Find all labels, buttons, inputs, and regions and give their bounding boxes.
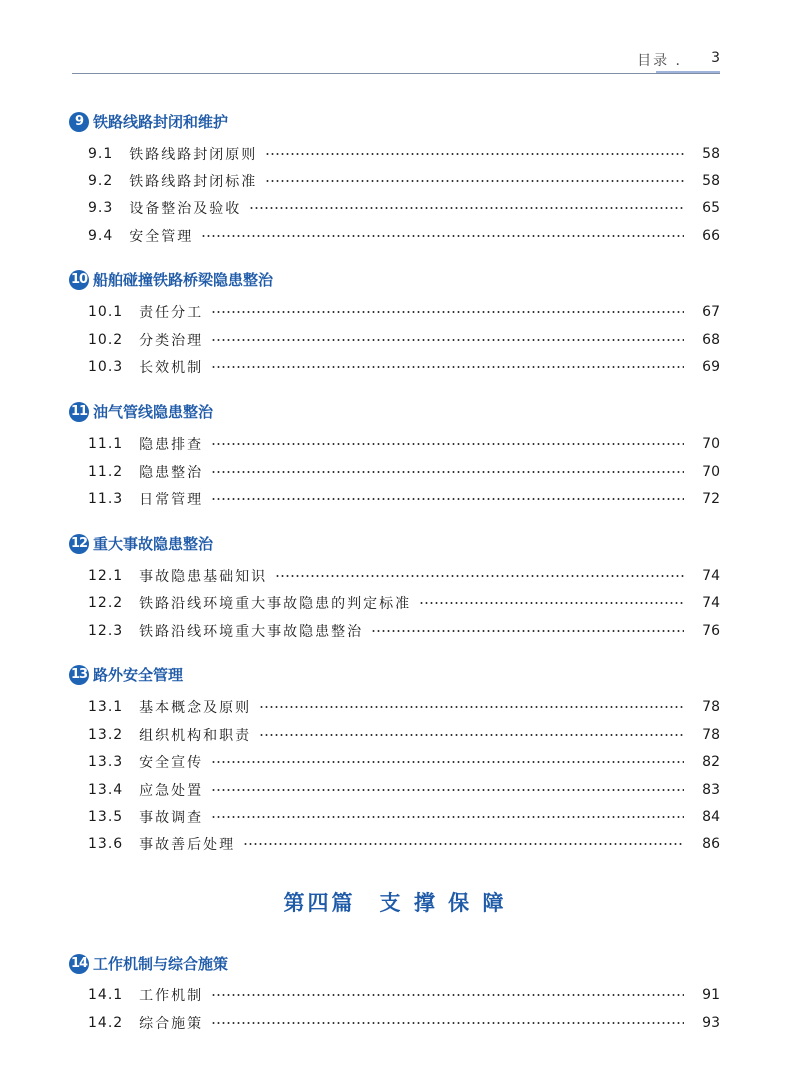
toc-entry[interactable] <box>88 592 720 614</box>
entry-title: 分类治理 <box>139 333 204 349</box>
toc-entry[interactable] <box>88 779 720 801</box>
dot-leader <box>265 153 684 155</box>
entry-title: 安全宣传 <box>139 755 204 771</box>
toc-entry[interactable] <box>88 301 720 323</box>
entry-page-number: 70 <box>702 436 720 452</box>
dot-leader <box>211 443 684 445</box>
chapter-title: 路外安全管理 <box>93 666 184 684</box>
toc-entry[interactable] <box>88 143 720 165</box>
entry-title: 长效机制 <box>139 360 204 376</box>
entry-number: 12.1 <box>88 568 124 584</box>
entry-page-number: 76 <box>702 623 720 639</box>
chapter-heading[interactable] <box>69 111 228 132</box>
dot-leader <box>259 706 684 708</box>
entry-page-number: 66 <box>702 228 720 244</box>
entry-title: 隐患整治 <box>139 465 204 481</box>
chapter-number-badge: 11 <box>69 402 89 422</box>
dot-leader <box>243 843 684 845</box>
dot-leader <box>265 180 684 182</box>
dot-leader <box>249 207 684 209</box>
dot-leader <box>201 235 684 237</box>
dot-leader <box>419 602 684 604</box>
entry-page-number: 91 <box>702 987 720 1003</box>
toc-entry[interactable] <box>88 751 720 773</box>
entry-title: 日常管理 <box>139 492 204 508</box>
entry-number: 9.2 <box>88 173 114 189</box>
entry-number: 13.1 <box>88 699 124 715</box>
entry-number: 14.2 <box>88 1015 124 1031</box>
entry-title: 基本概念及原则 <box>139 700 252 716</box>
toc-entry[interactable] <box>88 565 720 587</box>
entry-number: 9.3 <box>88 200 114 216</box>
entry-number: 11.3 <box>88 491 124 507</box>
entry-page-number: 93 <box>702 1015 720 1031</box>
toc-entry[interactable] <box>88 433 720 455</box>
chapter-title: 船舶碰撞铁路桥梁隐患整治 <box>93 271 274 289</box>
dot-leader <box>275 575 684 577</box>
chapter-title: 重大事故隐患整治 <box>93 535 214 553</box>
dot-leader <box>211 994 684 996</box>
entry-page-number: 68 <box>702 332 720 348</box>
dot-leader <box>211 311 684 313</box>
entry-page-number: 65 <box>702 200 720 216</box>
toc-entry[interactable] <box>88 329 720 351</box>
entry-number: 11.2 <box>88 464 124 480</box>
chapter-heading[interactable] <box>69 533 213 554</box>
chapter-number-badge: 12 <box>69 534 89 554</box>
entry-title: 事故善后处理 <box>139 837 236 853</box>
chapter-number-badge: 10 <box>69 270 89 290</box>
page-header <box>72 48 720 74</box>
toc-entry[interactable] <box>88 984 720 1006</box>
entry-page-number: 86 <box>702 836 720 852</box>
entry-number: 12.3 <box>88 623 124 639</box>
dot-leader <box>371 630 684 632</box>
entry-number: 10.1 <box>88 304 124 320</box>
entry-number: 14.1 <box>88 987 124 1003</box>
entry-number: 13.6 <box>88 836 124 852</box>
header-title: 目录 . <box>637 53 682 69</box>
entry-title: 铁路沿线环境重大事故隐患的判定标准 <box>139 596 412 612</box>
toc-entry[interactable] <box>88 696 720 718</box>
entry-page-number: 69 <box>702 359 720 375</box>
toc-entry[interactable] <box>88 620 720 642</box>
entry-number: 13.3 <box>88 754 124 770</box>
entry-page-number: 74 <box>702 595 720 611</box>
chapter-number-badge: 13 <box>69 665 89 685</box>
entry-title: 责任分工 <box>139 305 204 321</box>
entry-title: 隐患排查 <box>139 437 204 453</box>
entry-number: 11.1 <box>88 436 124 452</box>
entry-title: 铁路线路封闭标准 <box>129 174 258 190</box>
entry-page-number: 67 <box>702 304 720 320</box>
dot-leader <box>211 498 684 500</box>
chapter-title: 工作机制与综合施策 <box>93 955 229 973</box>
entry-title: 铁路线路封闭原则 <box>129 147 258 163</box>
header-page-number: 3 <box>711 50 720 66</box>
entry-number: 9.4 <box>88 228 114 244</box>
toc-entry[interactable] <box>88 488 720 510</box>
entry-page-number: 70 <box>702 464 720 480</box>
toc-entry[interactable] <box>88 1012 720 1034</box>
entry-title: 事故调查 <box>139 810 204 826</box>
header-rule <box>72 73 720 74</box>
dot-leader <box>211 471 684 473</box>
chapter-number-badge: 9 <box>69 112 89 132</box>
entry-page-number: 72 <box>702 491 720 507</box>
entry-title: 应急处置 <box>139 783 204 799</box>
entry-page-number: 82 <box>702 754 720 770</box>
chapter-title: 铁路线路封闭和维护 <box>93 113 229 131</box>
entry-page-number: 58 <box>702 173 720 189</box>
entry-number: 10.3 <box>88 359 124 375</box>
dot-leader <box>259 734 684 736</box>
entry-page-number: 74 <box>702 568 720 584</box>
entry-page-number: 83 <box>702 782 720 798</box>
entry-number: 10.2 <box>88 332 124 348</box>
entry-title: 工作机制 <box>139 988 204 1004</box>
entry-title: 设备整治及验收 <box>129 201 242 217</box>
header-accent-bar <box>656 71 720 73</box>
dot-leader <box>211 366 684 368</box>
entry-title: 综合施策 <box>139 1016 204 1032</box>
entry-page-number: 58 <box>702 146 720 162</box>
entry-title: 安全管理 <box>129 229 194 245</box>
dot-leader <box>211 789 684 791</box>
entry-title: 铁路沿线环境重大事故隐患整治 <box>139 624 364 640</box>
toc-entry[interactable] <box>88 806 720 828</box>
entry-title: 事故隐患基础知识 <box>139 569 268 585</box>
entry-page-number: 84 <box>702 809 720 825</box>
chapter-number-badge: 14 <box>69 954 89 974</box>
dot-leader <box>211 816 684 818</box>
chapter-heading[interactable] <box>69 953 228 974</box>
dot-leader <box>211 339 684 341</box>
entry-number: 13.2 <box>88 727 124 743</box>
chapter-heading[interactable] <box>69 269 273 290</box>
toc-entry[interactable] <box>88 170 720 192</box>
entry-page-number: 78 <box>702 699 720 715</box>
toc-entry[interactable] <box>88 461 720 483</box>
toc-entry[interactable] <box>88 225 720 247</box>
chapter-heading[interactable] <box>69 664 183 685</box>
entry-number: 9.1 <box>88 146 114 162</box>
part-title: 第四篇 支 撑 保 障 <box>283 890 507 915</box>
toc-entry[interactable] <box>88 833 720 855</box>
entry-number: 13.5 <box>88 809 124 825</box>
toc-entry[interactable] <box>88 197 720 219</box>
entry-title: 组织机构和职责 <box>139 728 252 744</box>
chapter-heading[interactable] <box>69 401 213 422</box>
entry-number: 12.2 <box>88 595 124 611</box>
dot-leader <box>211 761 684 763</box>
chapter-title: 油气管线隐患整治 <box>93 403 214 421</box>
entry-number: 13.4 <box>88 782 124 798</box>
dot-leader <box>211 1022 684 1024</box>
toc-entry[interactable] <box>88 724 720 746</box>
toc-entry[interactable] <box>88 356 720 378</box>
entry-page-number: 78 <box>702 727 720 743</box>
